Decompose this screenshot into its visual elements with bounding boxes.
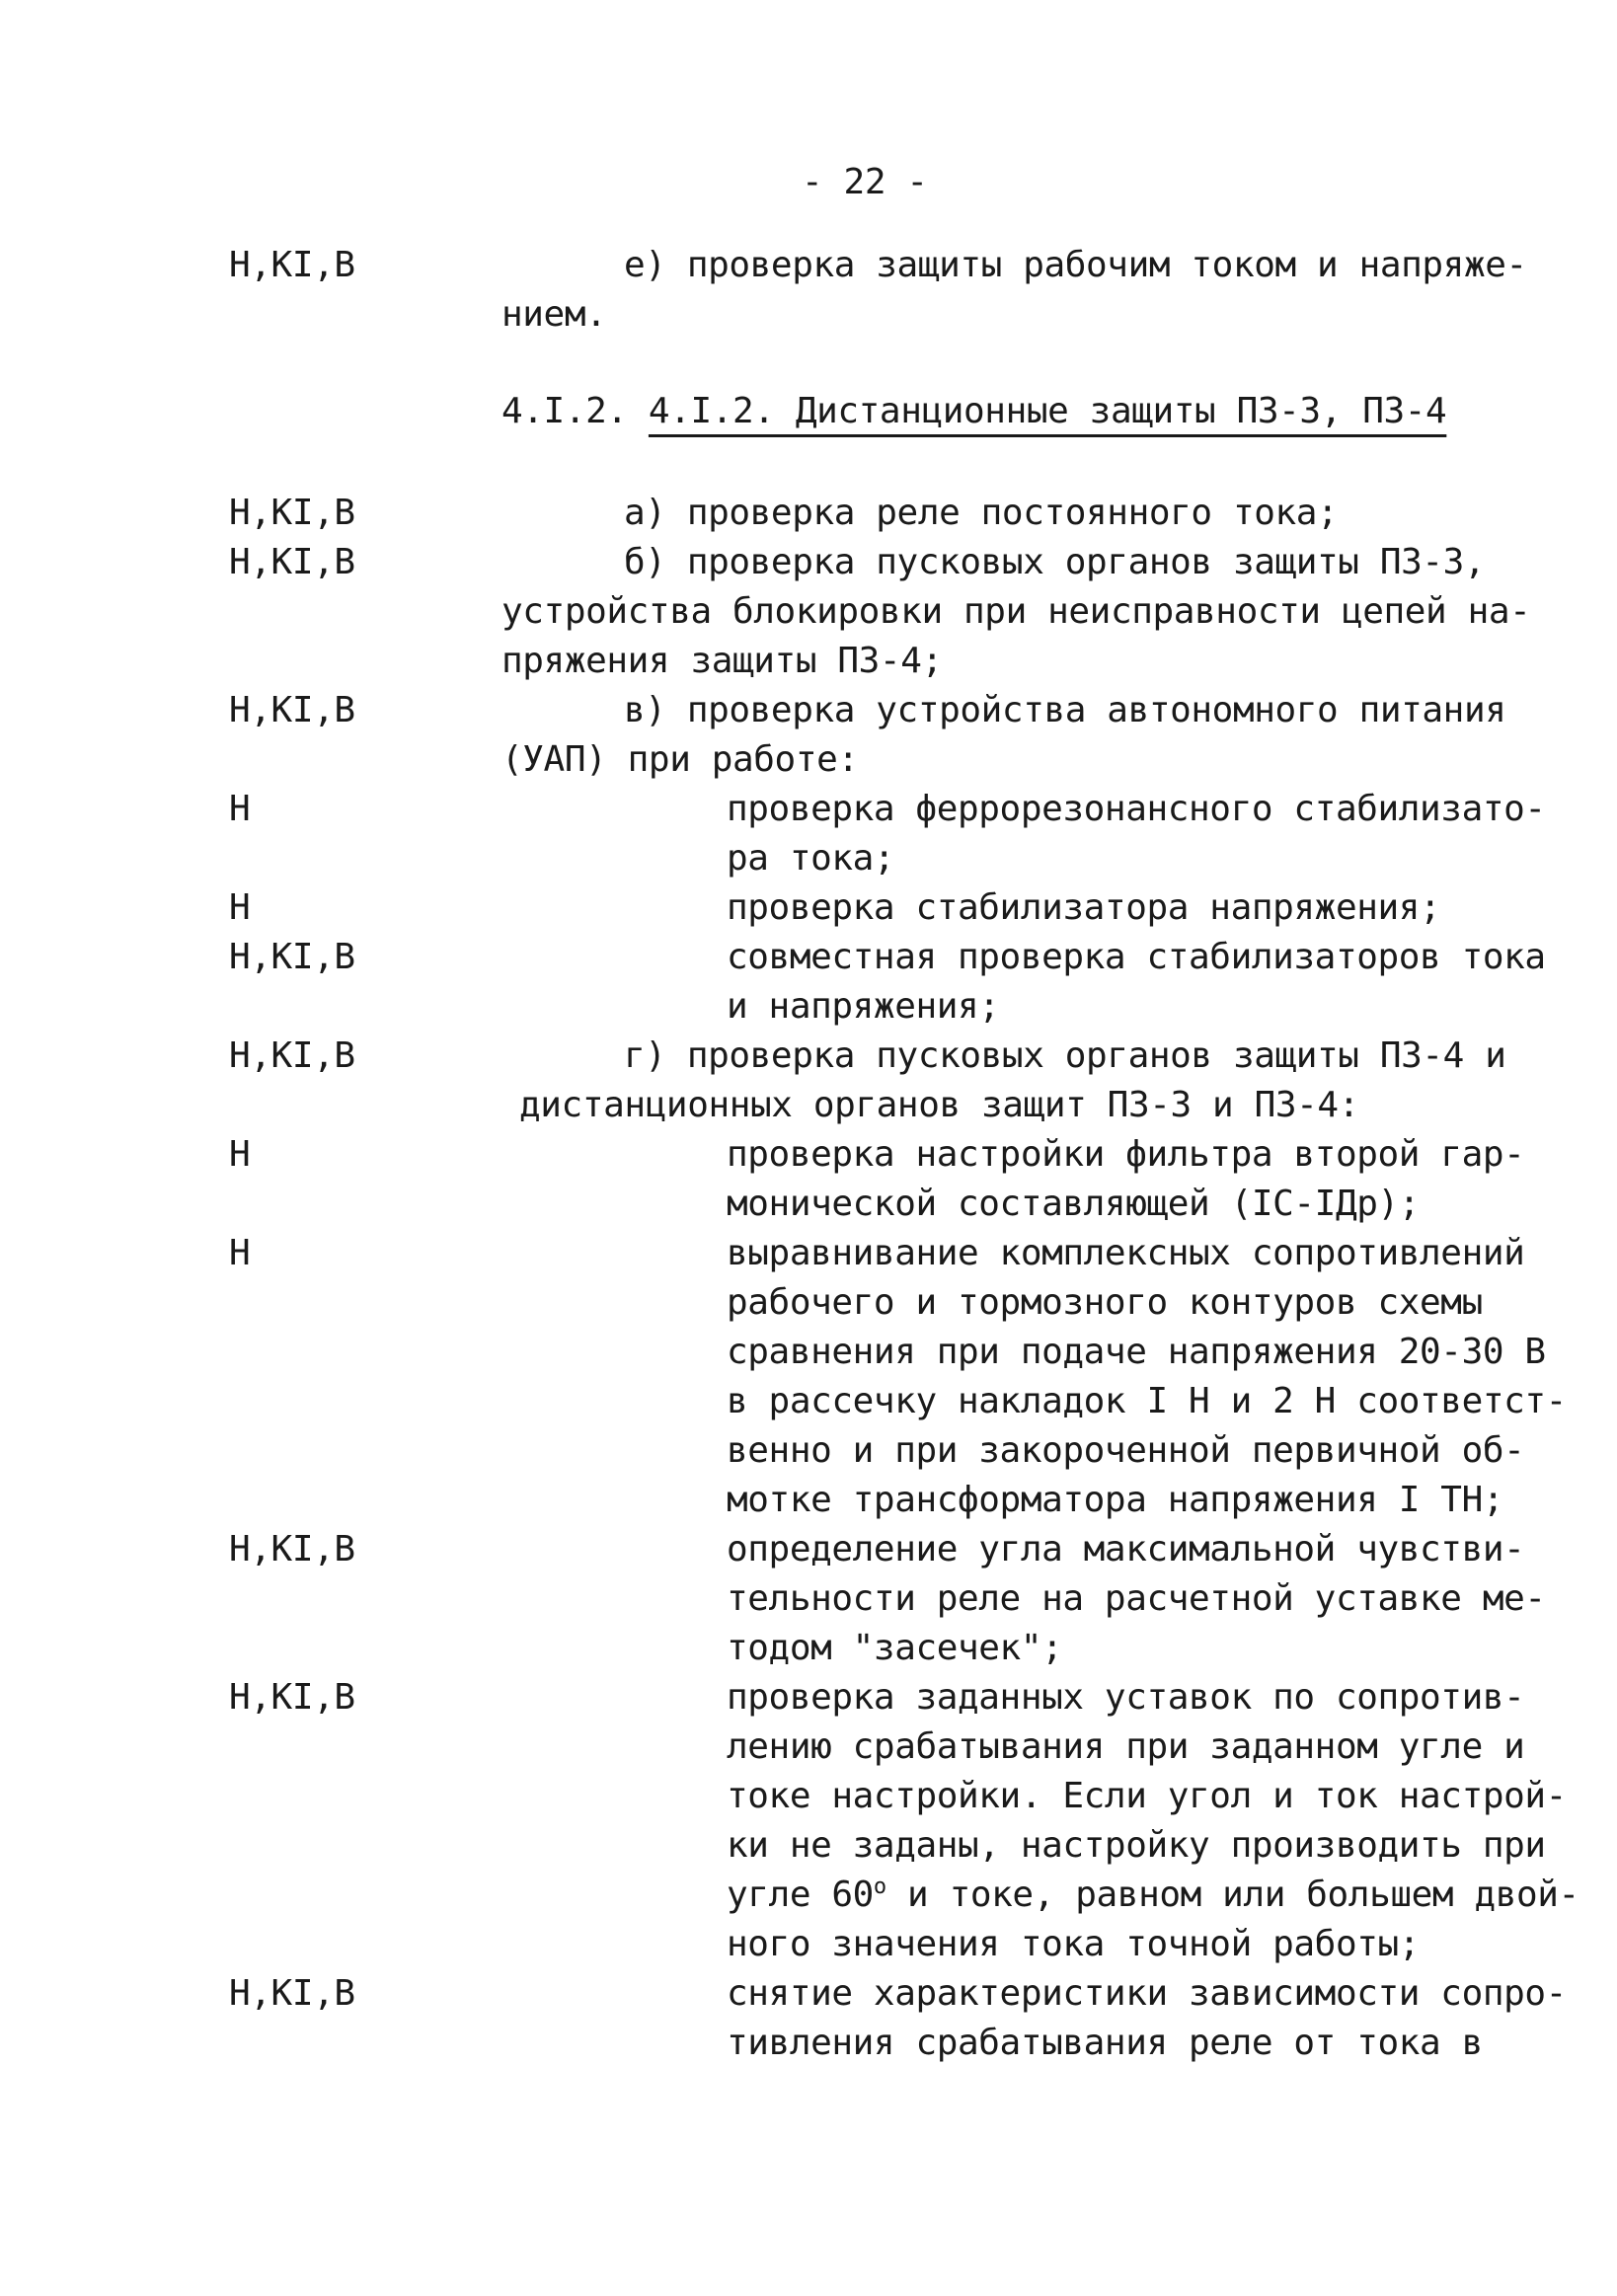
text-line: совместная проверка стабилизаторов тока: [727, 937, 1546, 977]
text-segment: угле 60: [727, 1875, 874, 1915]
text-line: ки не заданы, настройку производить при: [727, 1825, 1546, 1866]
margin-code: Н: [229, 1134, 251, 1175]
text-line: пряжения защиты ПЗ-4;: [501, 641, 943, 681]
margin-code: Н,КI,В: [229, 493, 355, 533]
text-line: ного значения тока точной работы;: [727, 1924, 1421, 1964]
text-line: тодом "засечек";: [727, 1628, 1063, 1668]
text-line: ра тока;: [727, 838, 895, 879]
text-line: проверка настройки фильтра второй гар-: [727, 1134, 1525, 1175]
text-line: монической составляющей (IС-IДр);: [727, 1184, 1421, 1224]
text-line: рабочего и тормозного контуров схемы: [727, 1282, 1483, 1323]
margin-code: Н,КI,В: [229, 1529, 355, 1569]
text-line: мотке трансформатора напряжения I ТН;: [727, 1480, 1504, 1520]
text-line: б) проверка пусковых органов защиты ПЗ-3,: [624, 542, 1486, 582]
margin-code: Н,КI,В: [229, 1035, 355, 1076]
margin-code: Н,КI,В: [229, 1973, 355, 2014]
text-segment: и токе, равном или большем двой-: [886, 1875, 1579, 1915]
margin-code: Н,КI,В: [229, 542, 355, 582]
text-line: проверка феррорезонансного стабилизато-: [727, 789, 1546, 829]
text-line: (УАП) при работе:: [501, 739, 859, 780]
margin-code: Н,КI,В: [229, 690, 355, 730]
degree-superscript: о: [873, 1875, 886, 1899]
text-line: проверка заданных уставок по сопротив-: [727, 1677, 1525, 1718]
margin-code: Н: [229, 887, 251, 928]
text-line: г) проверка пусковых органов защиты ПЗ-4 и: [624, 1035, 1506, 1076]
text-line: токе настройки. Если угол и ток настрой-: [727, 1776, 1567, 1816]
section-heading-title: 4.I.2. Дистанционные защиты ПЗ-3, ПЗ-4: [648, 391, 1447, 431]
margin-code: Н,КI,В: [229, 245, 355, 285]
text-line: нием.: [501, 294, 607, 335]
text-line: определение угла максимальной чувстви-: [727, 1529, 1525, 1569]
text-line: выравнивание комплексных сопротивлений: [727, 1233, 1525, 1273]
text-line: [727, 1871, 1579, 1919]
margin-code: Н,КI,В: [229, 937, 355, 977]
text-line: проверка стабилизатора напряжения;: [727, 887, 1441, 928]
text-line: венно и при закороченной первичной об-: [727, 1430, 1525, 1471]
text-line: лению срабатывания при заданном угле и: [727, 1726, 1525, 1767]
text-line: в рассечку накладок I Н и 2 Н соответст-: [727, 1381, 1567, 1421]
text-line: тельности реле на расчетной уставке ме-: [727, 1578, 1546, 1619]
text-line: е) проверка защиты рабочим током и напряже-: [624, 245, 1527, 285]
text-line: снятие характеристики зависимости сопро-: [727, 1973, 1567, 2014]
section-heading: 4.I.2. 4.I.2. Дистанционные защиты ПЗ-3, ПЗ-4: [501, 391, 1447, 431]
text-line: а) проверка реле постоянного тока;: [624, 493, 1339, 533]
margin-code: Н,КI,В: [229, 1677, 355, 1718]
margin-code: Н: [229, 1233, 251, 1273]
text-line: тивления срабатывания реле от тока в: [727, 2023, 1483, 2063]
text-line: устройства блокировки при неисправности цепей на-: [501, 591, 1531, 632]
text-line: сравнения при подаче напряжения 20-30 В: [727, 1332, 1546, 1372]
margin-code: Н: [229, 789, 251, 829]
text-line: дистанционных органов защит ПЗ-3 и ПЗ-4:: [519, 1085, 1359, 1125]
text-line: в) проверка устройства автономного питания: [624, 690, 1506, 730]
page-number: - 22 -: [802, 162, 928, 202]
text-line: и напряжения;: [727, 986, 1000, 1027]
